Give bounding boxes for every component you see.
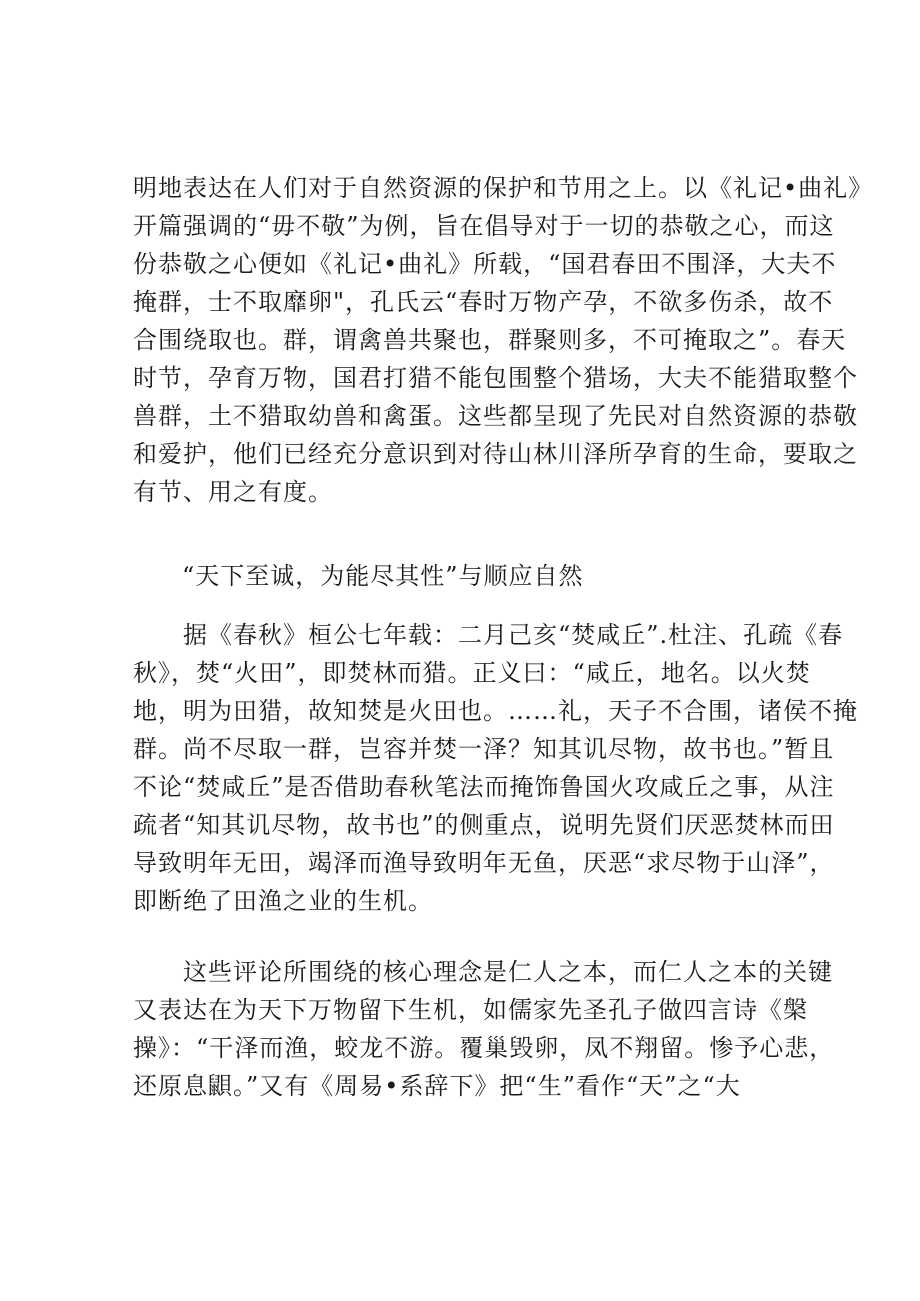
- paragraph-2: [133, 616, 858, 920]
- text-line: 地，明为田猎，故知焚是火田也。……礼，天子不合围，诸侯不掩: [133, 697, 858, 725]
- text-line: 明地表达在人们对于自然资源的保护和节用之上。以《礼记•曲礼》: [133, 174, 874, 202]
- section-heading: “天下至诚，为能尽其性”与顺应自然: [182, 562, 584, 590]
- text-line: 和爱护，他们已经充分意识到对待山林川泽所孕育的生命，要取之: [133, 440, 858, 468]
- text-line: 时节，孕育万物，国君打猎不能包围整个猎场，大夫不能猎取整个: [133, 364, 858, 392]
- text-line: 份恭敬之心便如《礼记•曲礼》所载，“国君春田不围泽，大夫不: [133, 250, 837, 278]
- text-line: 掩群，士不取靡卵"，孔氏云“春时万物产孕，不欲多伤杀，故不: [133, 288, 834, 316]
- text-line: 不论“焚咸丘”是否借助春秋笔法而掩饰鲁国火攻咸丘之事，从注: [133, 773, 835, 801]
- text-line: 又表达在为天下万物留下生机，如儒家先圣孔子做四言诗《槃: [133, 996, 808, 1024]
- paragraph-3: [133, 953, 835, 1105]
- text-line: 开篇强调的“毋不敬”为例，旨在倡导对于一切的恭敬之心，而这: [133, 212, 835, 240]
- text-line: 这些评论所围绕的核心理念是仁人之本，而仁人之本的关键: [133, 958, 833, 986]
- text-line: 即断绝了田渔之业的生机。: [133, 887, 433, 915]
- text-line: 兽群，土不猎取幼兽和禽蛋。这些都呈现了先民对自然资源的恭敬: [133, 402, 858, 430]
- text-line: 导致明年无田，竭泽而渔导致明年无鱼，厌恶“求尽物于山泽”，: [133, 849, 835, 877]
- text-line: 合围绕取也。群，谓禽兽共聚也，群聚则多，不可掩取之”。春天: [133, 326, 847, 354]
- text-line: 还原息鼰。”又有《周易•系辞下》把“生”看作“天”之“大: [133, 1072, 741, 1100]
- text-line: 群。尚不尽取一群，岂容并焚一泽？知其讥尽物，故书也。”暂且: [133, 735, 835, 763]
- paragraph-1: [133, 169, 874, 511]
- text-line: 秋》，焚“火田”，即焚林而猎。正义曰：“咸丘，地名。以火焚: [133, 659, 811, 687]
- text-line: 疏者“知其讥尽物，故书也”的侧重点，说明先贤们厌恶焚林而田: [133, 811, 835, 839]
- text-line: 操》：“干泽而渔，蛟龙不游。覆巢毁卵，凤不翔留。惨予心悲，: [133, 1034, 835, 1062]
- text-line: 有节、用之有度。: [133, 478, 333, 506]
- text-line: 据《春秋》桓公七年载：二月己亥“焚咸丘”.杜注、孔疏《春: [133, 621, 844, 649]
